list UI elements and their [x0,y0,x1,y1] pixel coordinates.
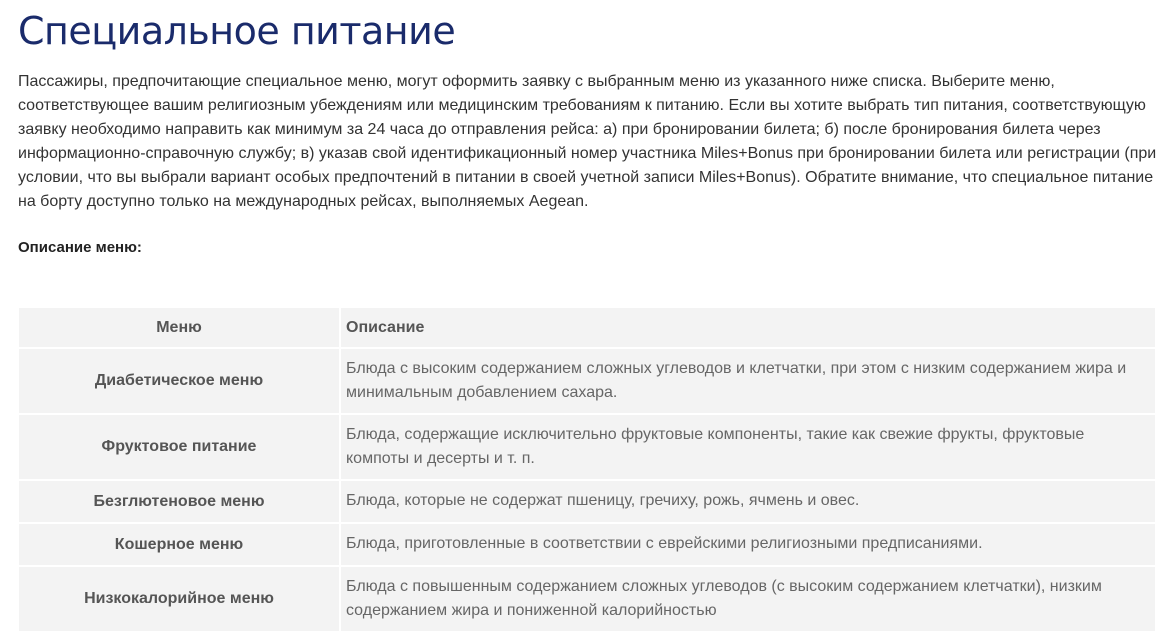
meal-name: Низкокалорийное меню [19,567,339,631]
special-meals-table [17,306,1157,633]
intro-paragraph: Пассажиры, предпочитающие специальное меню, могут оформить заявку с выбранным меню из указанного ниже списка. Выберите меню, соответствующее вашим религиозным убеждениям или медицинским требованиям к питанию. Если вы хотите выбрать тип питания, соответствующую заявку необходимо направить как минимум за 24 часа до отправления рейса: а) при бронировании билета; б) после бронирования билета через информационно-справочную службу; в) указав свой идентификационный номер участника Miles+Bonus при бронировании билета или регистрации (при условии, что вы выбрали вариант особых предпочтений в питании в своей учетной записи Miles+Bonus). Обратите внимание, что специальное питание на борту доступно только на международных рейсах, выполняемых Aegean. [18,73,1157,210]
page-title: Специальное питание [18,9,456,53]
meal-name: Кошерное меню [19,524,339,565]
table-row [19,415,1155,479]
menu-description-heading: Описание меню: [18,239,142,256]
table-row [19,567,1155,631]
page-content [18,0,1160,260]
table-row [19,349,1155,413]
table-row [19,481,1155,522]
meal-description: Блюда, приготовленные в соответствии с еврейскими религиозными предписаниями. [341,524,1155,565]
meal-name: Диабетическое меню [19,349,339,413]
meal-description: Блюда, содержащие исключительно фруктовые компоненты, такие как свежие фрукты, фруктовые компоты и десерты и т. п. [341,415,1155,479]
column-header-menu: Меню [19,308,339,347]
meal-description: Блюда с повышенным содержанием сложных углеводов (с высоким содержанием клетчатки), низким содержанием жира и пониженной калорийностью [341,567,1155,631]
meal-description: Блюда с высоким содержанием сложных углеводов и клетчатки, при этом с низким содержанием жира и минимальным добавлением сахара. [341,349,1155,413]
table-header-row [19,308,1155,347]
table-row [19,524,1155,565]
meal-description: Блюда, которые не содержат пшеницу, гречиху, рожь, ячмень и овес. [341,481,1155,522]
meal-name: Фруктовое питание [19,415,339,479]
column-header-description: Описание [341,308,1155,347]
meal-name: Безглютеновое меню [19,481,339,522]
